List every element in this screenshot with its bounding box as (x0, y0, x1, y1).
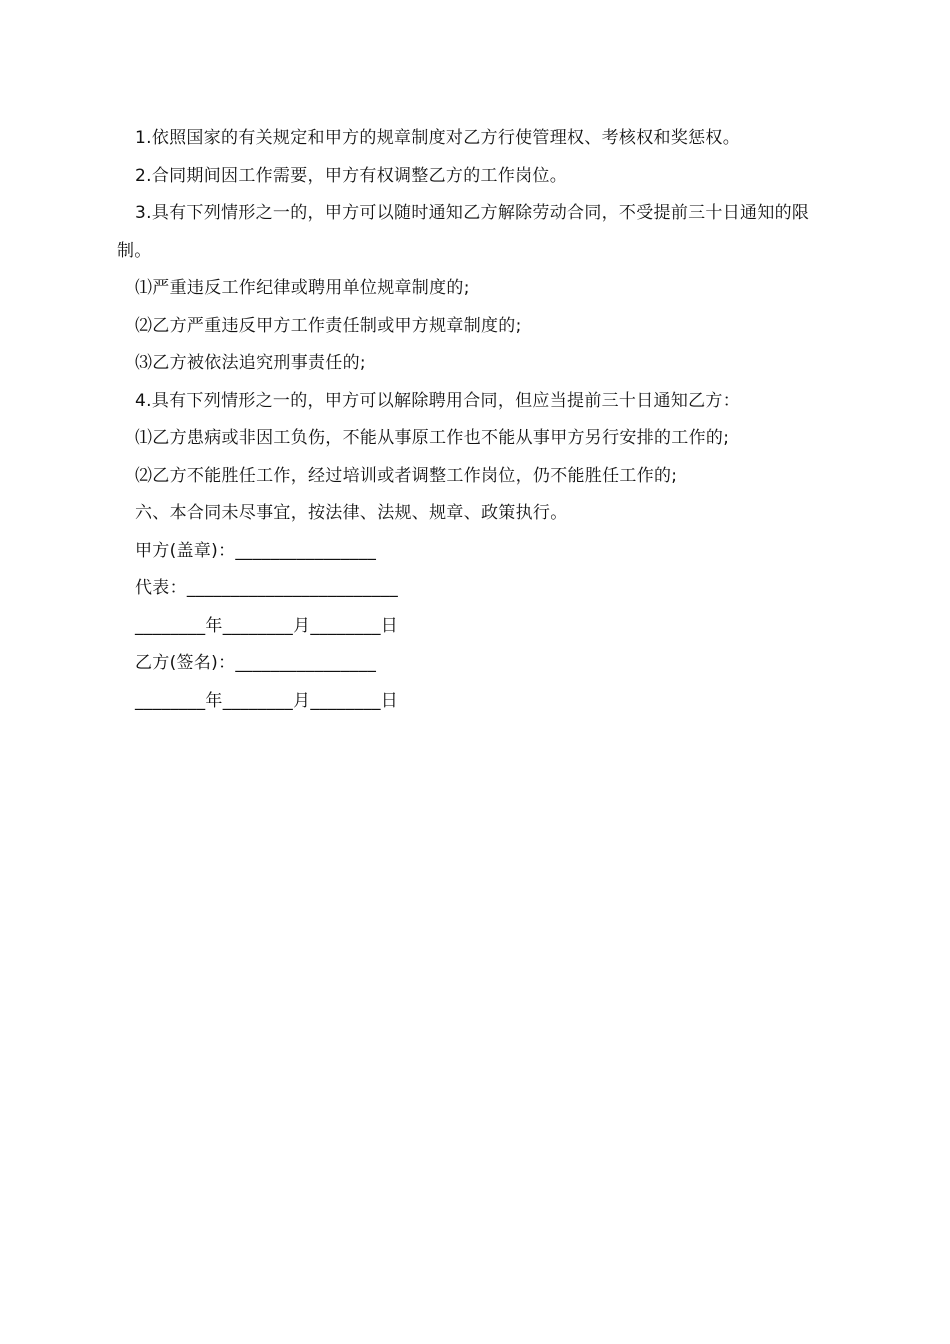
party-b-signature-line: 乙方(签名)：________________ (135, 653, 377, 673)
clause-1: 1.依照国家的有关规定和甲方的规章制度对乙方行使管理权、考核权和奖惩权。 (135, 128, 741, 148)
clause-3-item-1: ⑴严重违反工作纪律或聘用单位规章制度的; (135, 278, 470, 298)
party-a-seal-line: 甲方(盖章)：________________ (135, 540, 377, 561)
section-6: 六、本合同未尽事宜，按法律、法规、规章、政策执行。 (135, 503, 568, 523)
document-body (117, 120, 837, 720)
party-a-date-line: ________年________月________日 (135, 615, 399, 636)
representative-line: 代表：________________________ (135, 578, 399, 598)
clause-4-item-2: ⑵乙方不能胜任工作，经过培训或者调整工作岗位，仍不能胜任工作的; (135, 465, 678, 486)
clause-3: 3.具有下列情形之一的，甲方可以随时通知乙方解除劳动合同，不受提前三十日通知的限制。 (117, 203, 810, 261)
clause-3-item-3: ⑶乙方被依法追究刑事责任的; (135, 353, 366, 373)
clause-4-item-1: ⑴乙方患病或非因工负伤，不能从事原工作也不能从事甲方另行安排的工作的; (135, 428, 730, 448)
party-b-date-line: ________年________月________日 (135, 690, 399, 711)
clause-4: 4.具有下列情形之一的，甲方可以解除聘用合同，但应当提前三十日通知乙方： (135, 390, 741, 411)
clause-3-item-2: ⑵乙方严重违反甲方工作责任制或甲方规章制度的; (135, 315, 522, 336)
clause-2: 2.合同期间因工作需要，甲方有权调整乙方的工作岗位。 (135, 165, 568, 186)
